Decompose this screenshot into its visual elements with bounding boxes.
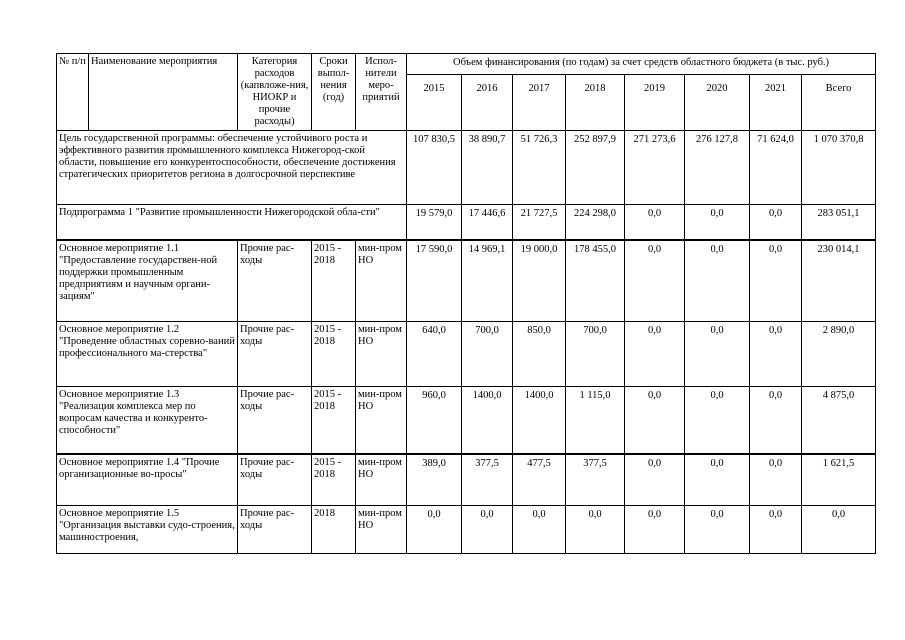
activity-value: 0,0: [625, 240, 685, 322]
goal-value-2017: 51 726,3: [513, 131, 566, 205]
activity-value: 0,0: [625, 387, 685, 454]
activity-executor: мин-пром НО: [356, 506, 407, 554]
activity-value: 477,5: [513, 454, 566, 506]
goal-value-2018: 252 897,9: [566, 131, 625, 205]
activity-value-total: 2 890,0: [802, 322, 876, 387]
activity-value-total: 0,0: [802, 506, 876, 554]
activity-category: Прочие рас-ходы: [238, 240, 312, 322]
activity-value: 377,5: [462, 454, 513, 506]
goal-value-2020: 276 127,8: [685, 131, 750, 205]
header-year-2020: 2020: [685, 75, 750, 131]
subprogram-value-2019: 0,0: [625, 205, 685, 240]
header-year-2017: 2017: [513, 75, 566, 131]
activity-value: 178 455,0: [566, 240, 625, 322]
subprogram-value-total: 283 051,1: [802, 205, 876, 240]
table-row: [57, 454, 876, 506]
activity-value: 0,0: [685, 240, 750, 322]
activity-value-total: 4 875,0: [802, 387, 876, 454]
activity-category: Прочие рас-ходы: [238, 387, 312, 454]
table-row: [57, 506, 876, 554]
activity-value: 0,0: [750, 387, 802, 454]
header-category: Категория расходов (капвложе-ния, НИОКР и прочие расходы): [238, 54, 312, 131]
activity-value: 0,0: [407, 506, 462, 554]
header-terms: Сроки выпол-нения (год): [312, 54, 356, 131]
header-executors: Испол-нители меро-приятий: [356, 54, 407, 131]
activity-value: 377,5: [566, 454, 625, 506]
subprogram-text: Подпрограмма 1 "Развитие промышленности Нижегородской обла-сти": [57, 205, 407, 240]
activity-value: 640,0: [407, 322, 462, 387]
header-year-2019: 2019: [625, 75, 685, 131]
activity-name: Основное мероприятие 1.1 "Предоставление государствен-ной поддержки промышленным предприятиям и научным органи-зациям": [57, 240, 238, 322]
goal-row: [57, 131, 876, 205]
activity-terms: 2015 - 2018: [312, 454, 356, 506]
activity-name: Основное мероприятие 1.3 "Реализация комплекса мер по вопросам качества и конкуренто-способности": [57, 387, 238, 454]
activity-category: Прочие рас-ходы: [238, 454, 312, 506]
activity-executor: мин-пром НО: [356, 454, 407, 506]
table-row: [57, 387, 876, 454]
funding-table: [56, 53, 876, 554]
header-year-2018: 2018: [566, 75, 625, 131]
activity-value: 700,0: [566, 322, 625, 387]
subprogram-value-2015: 19 579,0: [407, 205, 462, 240]
activity-value: 0,0: [513, 506, 566, 554]
goal-value-2015: 107 830,5: [407, 131, 462, 205]
activity-value: 0,0: [685, 454, 750, 506]
subprogram-value-2016: 17 446,6: [462, 205, 513, 240]
activity-value: 0,0: [685, 322, 750, 387]
activity-value: 0,0: [625, 506, 685, 554]
activity-name: Основное мероприятие 1.5 "Организация выставки судо-строения, машиностроения,: [57, 506, 238, 554]
header-name: Наименование мероприятия: [89, 54, 238, 131]
activity-value: 0,0: [462, 506, 513, 554]
activity-value: 0,0: [685, 506, 750, 554]
activity-value: 14 969,1: [462, 240, 513, 322]
activity-value: 1400,0: [513, 387, 566, 454]
goal-value-2021: 71 624,0: [750, 131, 802, 205]
activity-executor: мин-пром НО: [356, 387, 407, 454]
goal-value-2016: 38 890,7: [462, 131, 513, 205]
activity-value: 0,0: [566, 506, 625, 554]
activity-category: Прочие рас-ходы: [238, 322, 312, 387]
activity-terms: 2015 - 2018: [312, 387, 356, 454]
activity-terms: 2015 - 2018: [312, 322, 356, 387]
activity-terms: 2018: [312, 506, 356, 554]
activity-value: 850,0: [513, 322, 566, 387]
activity-value: 0,0: [750, 322, 802, 387]
activity-value: 1 115,0: [566, 387, 625, 454]
activity-value: 700,0: [462, 322, 513, 387]
subprogram-value-2021: 0,0: [750, 205, 802, 240]
activity-executor: мин-пром НО: [356, 322, 407, 387]
activity-name: Основное мероприятие 1.2 "Проведение областных соревно-ваний профессионального ма-стерства": [57, 322, 238, 387]
table-row: [57, 240, 876, 322]
header-total: Всего: [802, 75, 876, 131]
goal-value-total: 1 070 370,8: [802, 131, 876, 205]
header-year-2021: 2021: [750, 75, 802, 131]
subprogram-row: [57, 205, 876, 240]
activity-value: 0,0: [750, 454, 802, 506]
header-num: № п/п: [57, 54, 89, 131]
goal-value-2019: 271 273,6: [625, 131, 685, 205]
activity-value: 0,0: [750, 240, 802, 322]
activity-value: 389,0: [407, 454, 462, 506]
activity-value: 0,0: [685, 387, 750, 454]
subprogram-value-2020: 0,0: [685, 205, 750, 240]
activity-executor: мин-пром НО: [356, 240, 407, 322]
activity-terms: 2015 - 2018: [312, 240, 356, 322]
activity-value: 17 590,0: [407, 240, 462, 322]
goal-text: Цель государственной программы: обеспечение устойчивого роста и эффективного развития промышленного комплекса Нижегород-ской области, повышение его конкурентоспособности, обеспечение достижения стратегических приоритетов региона в долгосрочной перспективе: [57, 131, 407, 205]
activity-value: 960,0: [407, 387, 462, 454]
subprogram-value-2017: 21 727,5: [513, 205, 566, 240]
activity-value: 0,0: [750, 506, 802, 554]
activity-value: 0,0: [625, 454, 685, 506]
subprogram-value-2018: 224 298,0: [566, 205, 625, 240]
table-row: [57, 322, 876, 387]
activity-value: 0,0: [625, 322, 685, 387]
header-year-2016: 2016: [462, 75, 513, 131]
activity-value: 19 000,0: [513, 240, 566, 322]
activity-value: 1400,0: [462, 387, 513, 454]
header-funding: Объем финансирования (по годам) за счет средств областного бюджета (в тыс. руб.): [407, 54, 876, 75]
activity-value-total: 1 621,5: [802, 454, 876, 506]
header-year-2015: 2015: [407, 75, 462, 131]
activity-value-total: 230 014,1: [802, 240, 876, 322]
activity-name: Основное мероприятие 1.4 "Прочие организационные во-просы": [57, 454, 238, 506]
activity-category: Прочие рас-ходы: [238, 506, 312, 554]
